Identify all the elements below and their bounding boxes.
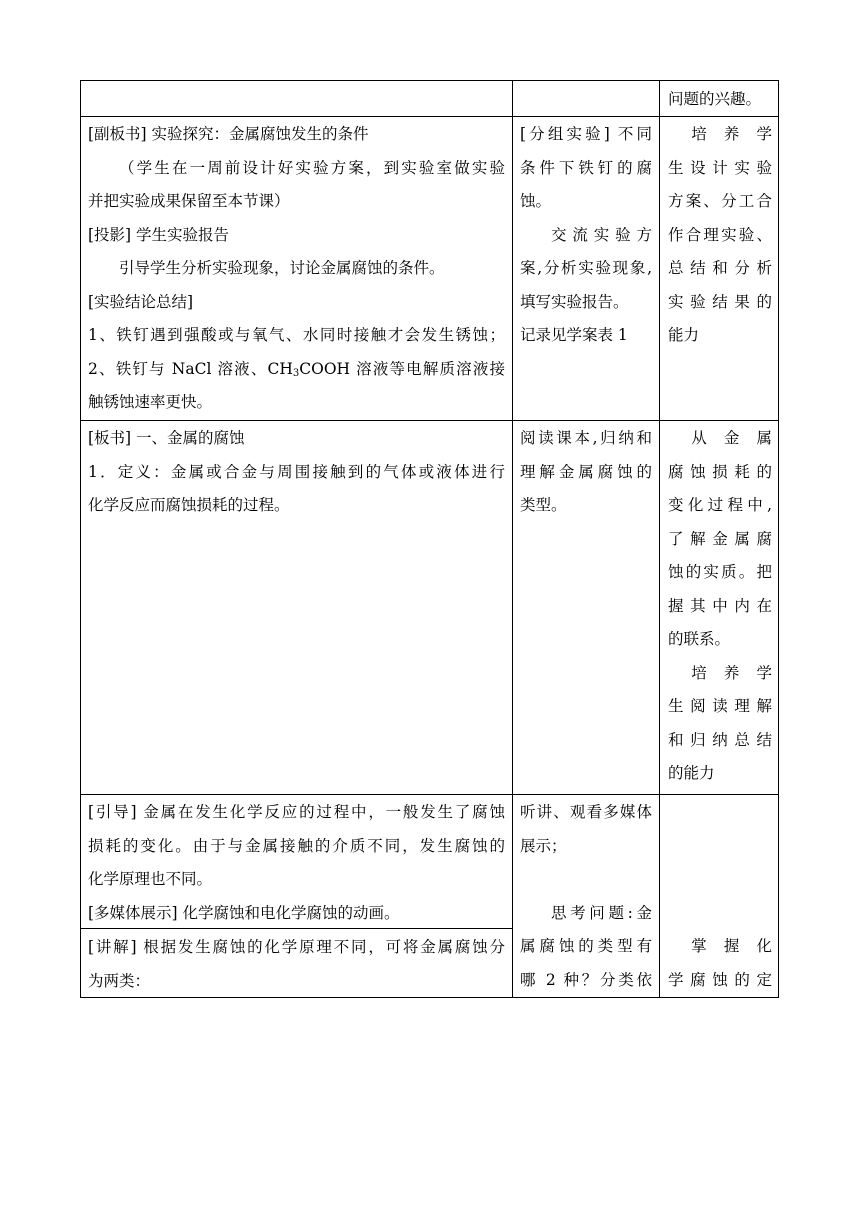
row2-col1-cell	[88, 118, 505, 420]
cell-text-line: 阅读课本,归纳和	[520, 429, 652, 447]
cell-text-line: 掌 握 化	[691, 937, 772, 955]
cell-text-line: 1、铁钉遇到强酸或与氧气、水同时接触才会发生锈蚀；	[88, 326, 505, 344]
cell-text-line: 握其中内在	[668, 596, 772, 615]
cell-text-line: 方案、分工合	[668, 192, 772, 210]
cell-text-line: 作合理实验、	[668, 225, 772, 244]
cell-text-line: 蚀。	[520, 192, 552, 210]
cell-text-line: 腐蚀损耗的	[668, 462, 772, 481]
cell-text-line: 总结和分析	[668, 259, 772, 277]
cell-text-line: 化学反应而腐蚀损耗的过程。	[88, 496, 290, 514]
row4-col2-cell	[520, 796, 652, 997]
row-divider-2	[80, 420, 779, 421]
row2-col3-cell	[668, 118, 772, 353]
row3-col1-cell	[88, 422, 505, 523]
row4-col3-cell	[668, 930, 772, 997]
cell-text-line: 了解金属腐	[668, 529, 772, 548]
cell-text-line: 条件下铁钉的腐	[520, 158, 652, 177]
cell-text-line: 并把实验成果保留至本节课）	[88, 192, 290, 210]
row4-col1a-cell	[88, 796, 505, 930]
cell-text-line: 引导学生分析实验现象，讨论金属腐蚀的条件。	[119, 259, 445, 277]
cell-text-line: 交流实验方	[551, 225, 652, 244]
cell-text-line: 生阅读理解	[668, 697, 772, 715]
cell-text-line: 化学原理也不同。	[88, 870, 213, 888]
cell-text-line: 的联系。	[668, 630, 731, 648]
cell-text-line: [引导] 金属在发生化学反应的过程中，一般发生了腐蚀	[88, 803, 505, 821]
cell-text-line: 1．定义：金属或合金与周围接触到的气体或液体进行	[88, 462, 505, 481]
cell-text-line: 变化过程中,	[668, 496, 772, 514]
cell-text-line: 类型。	[520, 496, 567, 514]
cell-text-line: 展示；	[520, 836, 567, 855]
row3-col3-cell	[668, 422, 772, 791]
row2-col2-cell	[520, 118, 652, 353]
cell-text-line: 从 金 属	[691, 429, 772, 447]
row1-col3-cell	[668, 83, 772, 117]
cell-text-line: 实验结果的	[668, 292, 772, 311]
cell-text-line: 能力	[668, 326, 700, 344]
table-right-border	[778, 80, 779, 998]
cell-text-line: 理解金属腐蚀的	[520, 462, 652, 481]
cell-text-line: 属腐蚀的类型有	[520, 937, 652, 955]
row3-col2-cell	[520, 422, 652, 523]
cell-text-line: [板书] 一、金属的腐蚀	[88, 429, 245, 447]
cell-text-line	[520, 863, 652, 897]
cell-text-line: 和归纳总结	[668, 730, 772, 749]
table-left-border	[80, 80, 81, 998]
cell-text-line: 触锈蚀速率更快。	[88, 393, 213, 411]
column-divider-2	[659, 80, 660, 998]
formula-text: COOH 溶液等电解质溶液接	[299, 359, 505, 378]
cell-text-line: （学生在一周前设计好实验方案，到实验室做实验	[119, 158, 505, 177]
cell-text-line: 记录见学案表 1	[520, 326, 628, 344]
cell-text-line: 听讲、观看多媒体	[520, 803, 652, 821]
cell-text-line: 为两类：	[88, 971, 151, 990]
row-divider-3	[80, 794, 779, 795]
row4-col1b-cell	[88, 931, 505, 998]
cell-text-line: 问题的兴趣。	[668, 90, 762, 108]
cell-text-line: 损耗的变化。由于与金属接触的介质不同，发生腐蚀的	[88, 836, 505, 855]
cell-text-line: 思考问题:金	[551, 903, 652, 922]
cell-text-line: [多媒体展示] 化学腐蚀和电化学腐蚀的动画。	[88, 903, 400, 922]
column-divider-1	[512, 80, 513, 998]
cell-text-line: 生设计实验	[668, 158, 772, 177]
cell-text-line: [投影] 学生实验报告	[88, 225, 230, 244]
cell-text-line: [实验结论总结]	[88, 292, 194, 311]
cell-text-line: 案,分析实验现象,	[520, 259, 652, 277]
table-top-border	[80, 80, 779, 81]
cell-text-line: 蚀的实质。把	[668, 563, 772, 581]
cell-text-line: 培 养 学	[691, 663, 772, 682]
cell-text-line: 填写实验报告。	[520, 292, 629, 311]
formula-text: 2、铁钉与 NaCl 溶液、CH	[88, 359, 293, 378]
cell-text-line: [副板书] 实验探究：金属腐蚀发生的条件	[88, 125, 369, 143]
formula-subscript: 3	[292, 367, 300, 379]
cell-text-line: [讲解] 根据发生腐蚀的化学原理不同，可将金属腐蚀分	[88, 938, 505, 956]
cell-text-line: 哪 2 种？分类依	[520, 970, 652, 989]
cell-text-line: [分组实验] 不同	[520, 125, 652, 143]
cell-text-line: 学腐蚀的定	[668, 970, 772, 989]
cell-text-line: 培 养 学	[691, 125, 772, 143]
cell-text-line-with-formula	[88, 353, 505, 387]
cell-text-line: 的能力	[668, 764, 715, 782]
